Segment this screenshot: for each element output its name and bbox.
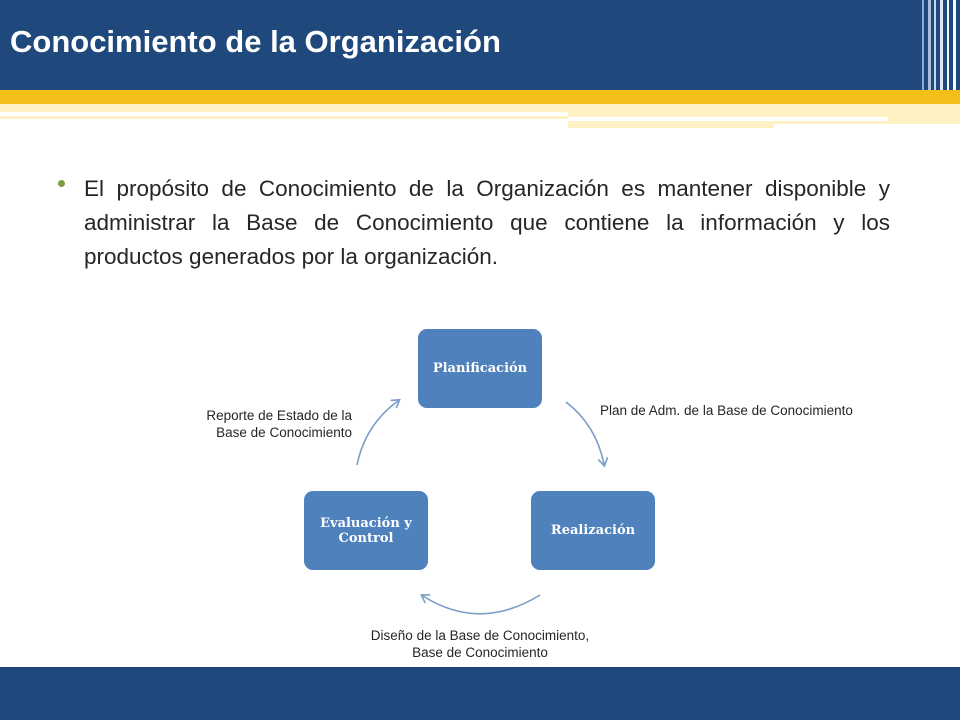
node-evaluacion-y-control: Evaluación y Control xyxy=(304,491,428,570)
label-diseno xyxy=(330,627,630,661)
label-reporte xyxy=(150,407,352,441)
node-planificacion: Planificación xyxy=(418,329,542,408)
arrow-plan-to-realizacion xyxy=(566,402,604,464)
label-plan: Plan de Adm. de la Base de Conocimiento xyxy=(600,403,853,418)
footer-bar xyxy=(0,667,960,720)
body-paragraph: El propósito de Conocimiento de la Organización es mantener disponible y administrar la Base de Conocimiento que contiene la información y los productos generados por la organización. xyxy=(84,176,890,269)
slide-title: Conocimiento de la Organización xyxy=(10,24,501,59)
label-reporte-line1: Reporte de Estado de la xyxy=(206,408,352,423)
label-diseno-line1: Diseño de la Base de Conocimiento, xyxy=(370,628,590,643)
arrow-realizacion-to-evaluacion xyxy=(423,595,540,614)
arrow-evaluacion-to-plan xyxy=(357,401,398,465)
label-diseno-line2: Base de Conocimiento xyxy=(412,645,548,660)
node-realizacion: Realización xyxy=(531,491,655,570)
label-reporte-line2: Base de Conocimiento xyxy=(216,425,352,440)
